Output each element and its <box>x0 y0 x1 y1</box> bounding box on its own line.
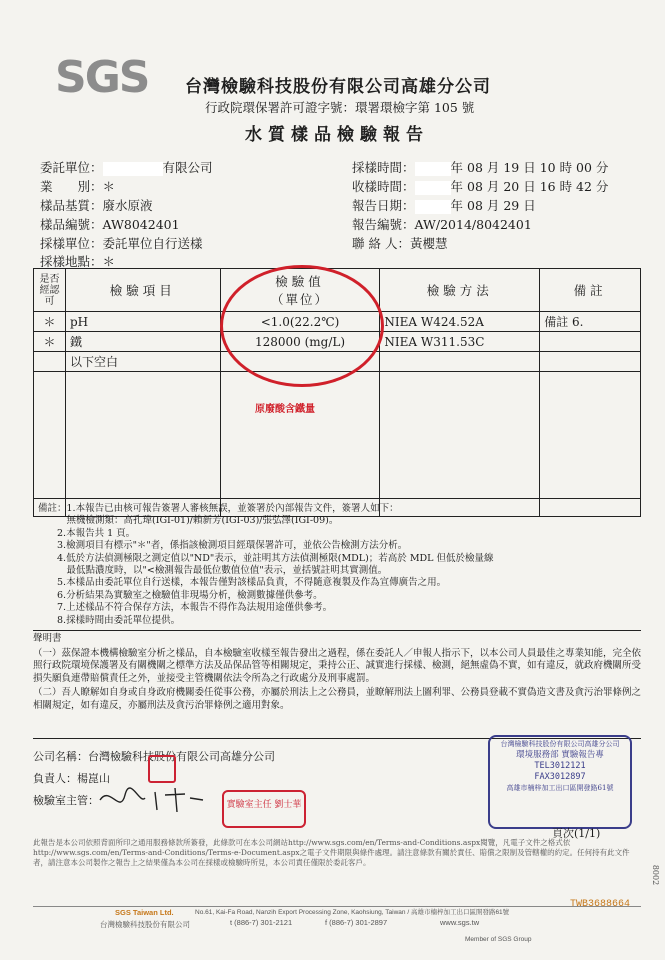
header-remark: 備註 <box>540 269 641 312</box>
header-item: 檢驗項目 <box>65 269 220 312</box>
note-line: 3.檢測項目有標示"＊"者，係指該檢測項目經環保署許可，並依公告檢測方法分析。 <box>38 540 408 552</box>
info-industry: 業 別：＊ <box>40 179 116 194</box>
permit-number: 行政院環保署許可證字號：環署環檢字第 105 號 <box>205 100 475 115</box>
note-line: 4.低於方法偵測極限之測定值以"ND"表示，並註明其方法偵測極限(MDL)；若高於 MDL 但低於檢量線 <box>38 552 494 564</box>
table-blank-area <box>34 372 641 517</box>
divider <box>33 630 641 631</box>
divider <box>33 906 641 907</box>
info-report-id: 報告編號：AW/2014/8042401 <box>352 217 532 232</box>
lab-report-stamp: 台灣檢驗科技股份有限公司高雄分公司 環境服務部 實驗報告專 TEL3012121 FAX3012897 高雄市楠梓加工出口區開發路61號 <box>488 735 632 829</box>
sig-company: 公司名稱：台灣檢驗科技股份有限公司高雄分公司 <box>33 750 275 763</box>
info-report-date: 報告日期： 年 08 月 29 日 <box>352 198 536 213</box>
report-title: 水質樣品檢驗報告 <box>245 125 429 145</box>
company-name: 台灣檢驗科技股份有限公司高雄分公司 <box>185 77 491 97</box>
table-row: ＊ pH <1.0(22.2℃) NIEA W424.52A 備註 6. <box>34 312 641 332</box>
info-location: 採樣地點：＊ <box>40 254 116 269</box>
note-line: 備註：1.本報告已由核可報告簽署人審核無誤，並簽署於內部報告文件，簽署人如下： <box>38 503 399 514</box>
info-contact: 聯 絡 人：黃櫻慧 <box>352 236 448 251</box>
note-line: 7.上述樣品不符合保存方法，本報告不得作為法規用途僅供參考。 <box>38 602 333 614</box>
page-number: 頁次(1/1) <box>552 827 601 840</box>
divider <box>33 498 641 499</box>
info-client: 委託單位： 有限公司 <box>40 160 213 175</box>
info-received-time: 收樣時間： 年 08 月 20 日 16 時 42 分 <box>352 179 609 194</box>
sgs-logo: SGS <box>55 52 149 103</box>
sig-lab-head: 檢驗室主管： <box>33 794 99 807</box>
declaration-paragraph: （一）茲保證本機構檢驗室分析之樣品，自本檢驗室收樣至報告發出之過程，係在委託人／申報人指示下，以本公司人員最佳之專業知能，完全依照行政院環境保護署及有關機關之標準方法及品保品管等相關規定，秉持公正、誠實進行採樣、檢測，絕無虛偽不實，如有違反，就政府機關所受損失願負連帶賠償責任之外，並接受主管機關依法令所為之行政處分及刑事處罰。 <box>33 647 642 684</box>
declaration-paragraph: （二）吾人瞭解如自身或自身政府機關委任從事公務，亦屬於刑法上之公務員，並瞭解刑法上圖利罪、公務員登載不實偽造文書及貪污治罪條例之相關規定，如有違反，亦屬刑法及貪污治罪條例之適用對象。 <box>33 687 642 711</box>
annotation-text: 原廢酸含鐵量 <box>255 404 315 415</box>
side-code: 8002 <box>651 864 661 886</box>
lab-director-seal: 實驗室主任 劉士華 <box>222 790 306 828</box>
info-matrix: 樣品基質：廢水原液 <box>40 198 153 213</box>
note-line: 2.本報告共 1 頁。 <box>38 527 136 539</box>
footer-web: www.sgs.tw <box>440 918 480 927</box>
footer-company-zh: 台灣檢驗科技股份有限公司 <box>100 920 190 929</box>
header-value: 檢驗值 （單位） <box>220 269 380 312</box>
note-line: 6.分析結果為實驗室之檢驗值非現場分析，檢測數據僅供參考。 <box>38 589 323 601</box>
footer-fax: f (886-7) 301-2897 <box>325 918 388 927</box>
header-method: 檢驗方法 <box>380 269 540 312</box>
note-line: 最低點濃度時，以"<檢測報告最低位數值位值"表示，並括號註明其實測值。 <box>38 565 388 577</box>
note-line: 5.本樣品由委託單位自行送樣，本報告僅對該樣品負責，不得隨意複製及作為宣傳廣告之用。 <box>38 577 447 589</box>
handwritten-signature <box>95 780 205 820</box>
info-sampler: 採樣單位：委託單位自行送樣 <box>40 236 203 251</box>
declaration <box>33 633 641 712</box>
header-accredited: 是否經認可 <box>34 269 66 312</box>
note-line: 8.採樣時間由委託單位提供。 <box>38 614 181 626</box>
note-line: 無機檢測類：高孔瑋(IGI-01)/賴新芳(IGI-03)/張弘澤(IGI-09)。 <box>38 515 339 527</box>
terms-text: 此報告是本公司依照背面所印之通用服務條款所簽發，此條款可在本公司網站http://www.sgs.com/en/Terms-and-Conditions.aspx閱覽，凡電子文件之格式依http://www.sgs.com/en/Terms-and-Conditions/Terms-e-Document.aspx之電子文件期限與條件處理。請注意條款有關於責任、賠償之限制及管轄權的約定。任何持有此文件者，請注意本公司製作之報告上之結果僅為本公司在採樣或檢驗時所見，本公司責任僅限於委託客戶。 <box>33 838 630 867</box>
declaration-title: 聲明書 <box>33 633 62 644</box>
info-sample-id: 樣品編號：AW8042401 <box>40 217 180 232</box>
table-row: ＊ 鐵 128000 (mg/L) NIEA W311.53C <box>34 332 641 352</box>
footer-address: No.61, Kai-Fa Road, Nanzih Export Processing Zone, Kaohsiung, Taiwan / 高雄市楠梓加工出口區開發路61號 <box>195 909 510 916</box>
info-sampling-time: 採樣時間： 年 08 月 19 日 10 時 00 分 <box>352 160 609 175</box>
footer-member: Member of SGS Group <box>465 936 532 943</box>
notes <box>38 503 638 627</box>
highlight-ellipse <box>220 265 384 387</box>
company-chop <box>148 755 176 783</box>
footer-tel: t (886-7) 301-2121 <box>230 918 293 927</box>
footer-company-en: SGS Taiwan Ltd. <box>115 908 174 917</box>
sig-responsible: 負責人：楊崑山 <box>33 772 110 785</box>
serial-number: TWB3688664 <box>570 899 631 910</box>
table-row: 以下空白 <box>34 352 641 372</box>
